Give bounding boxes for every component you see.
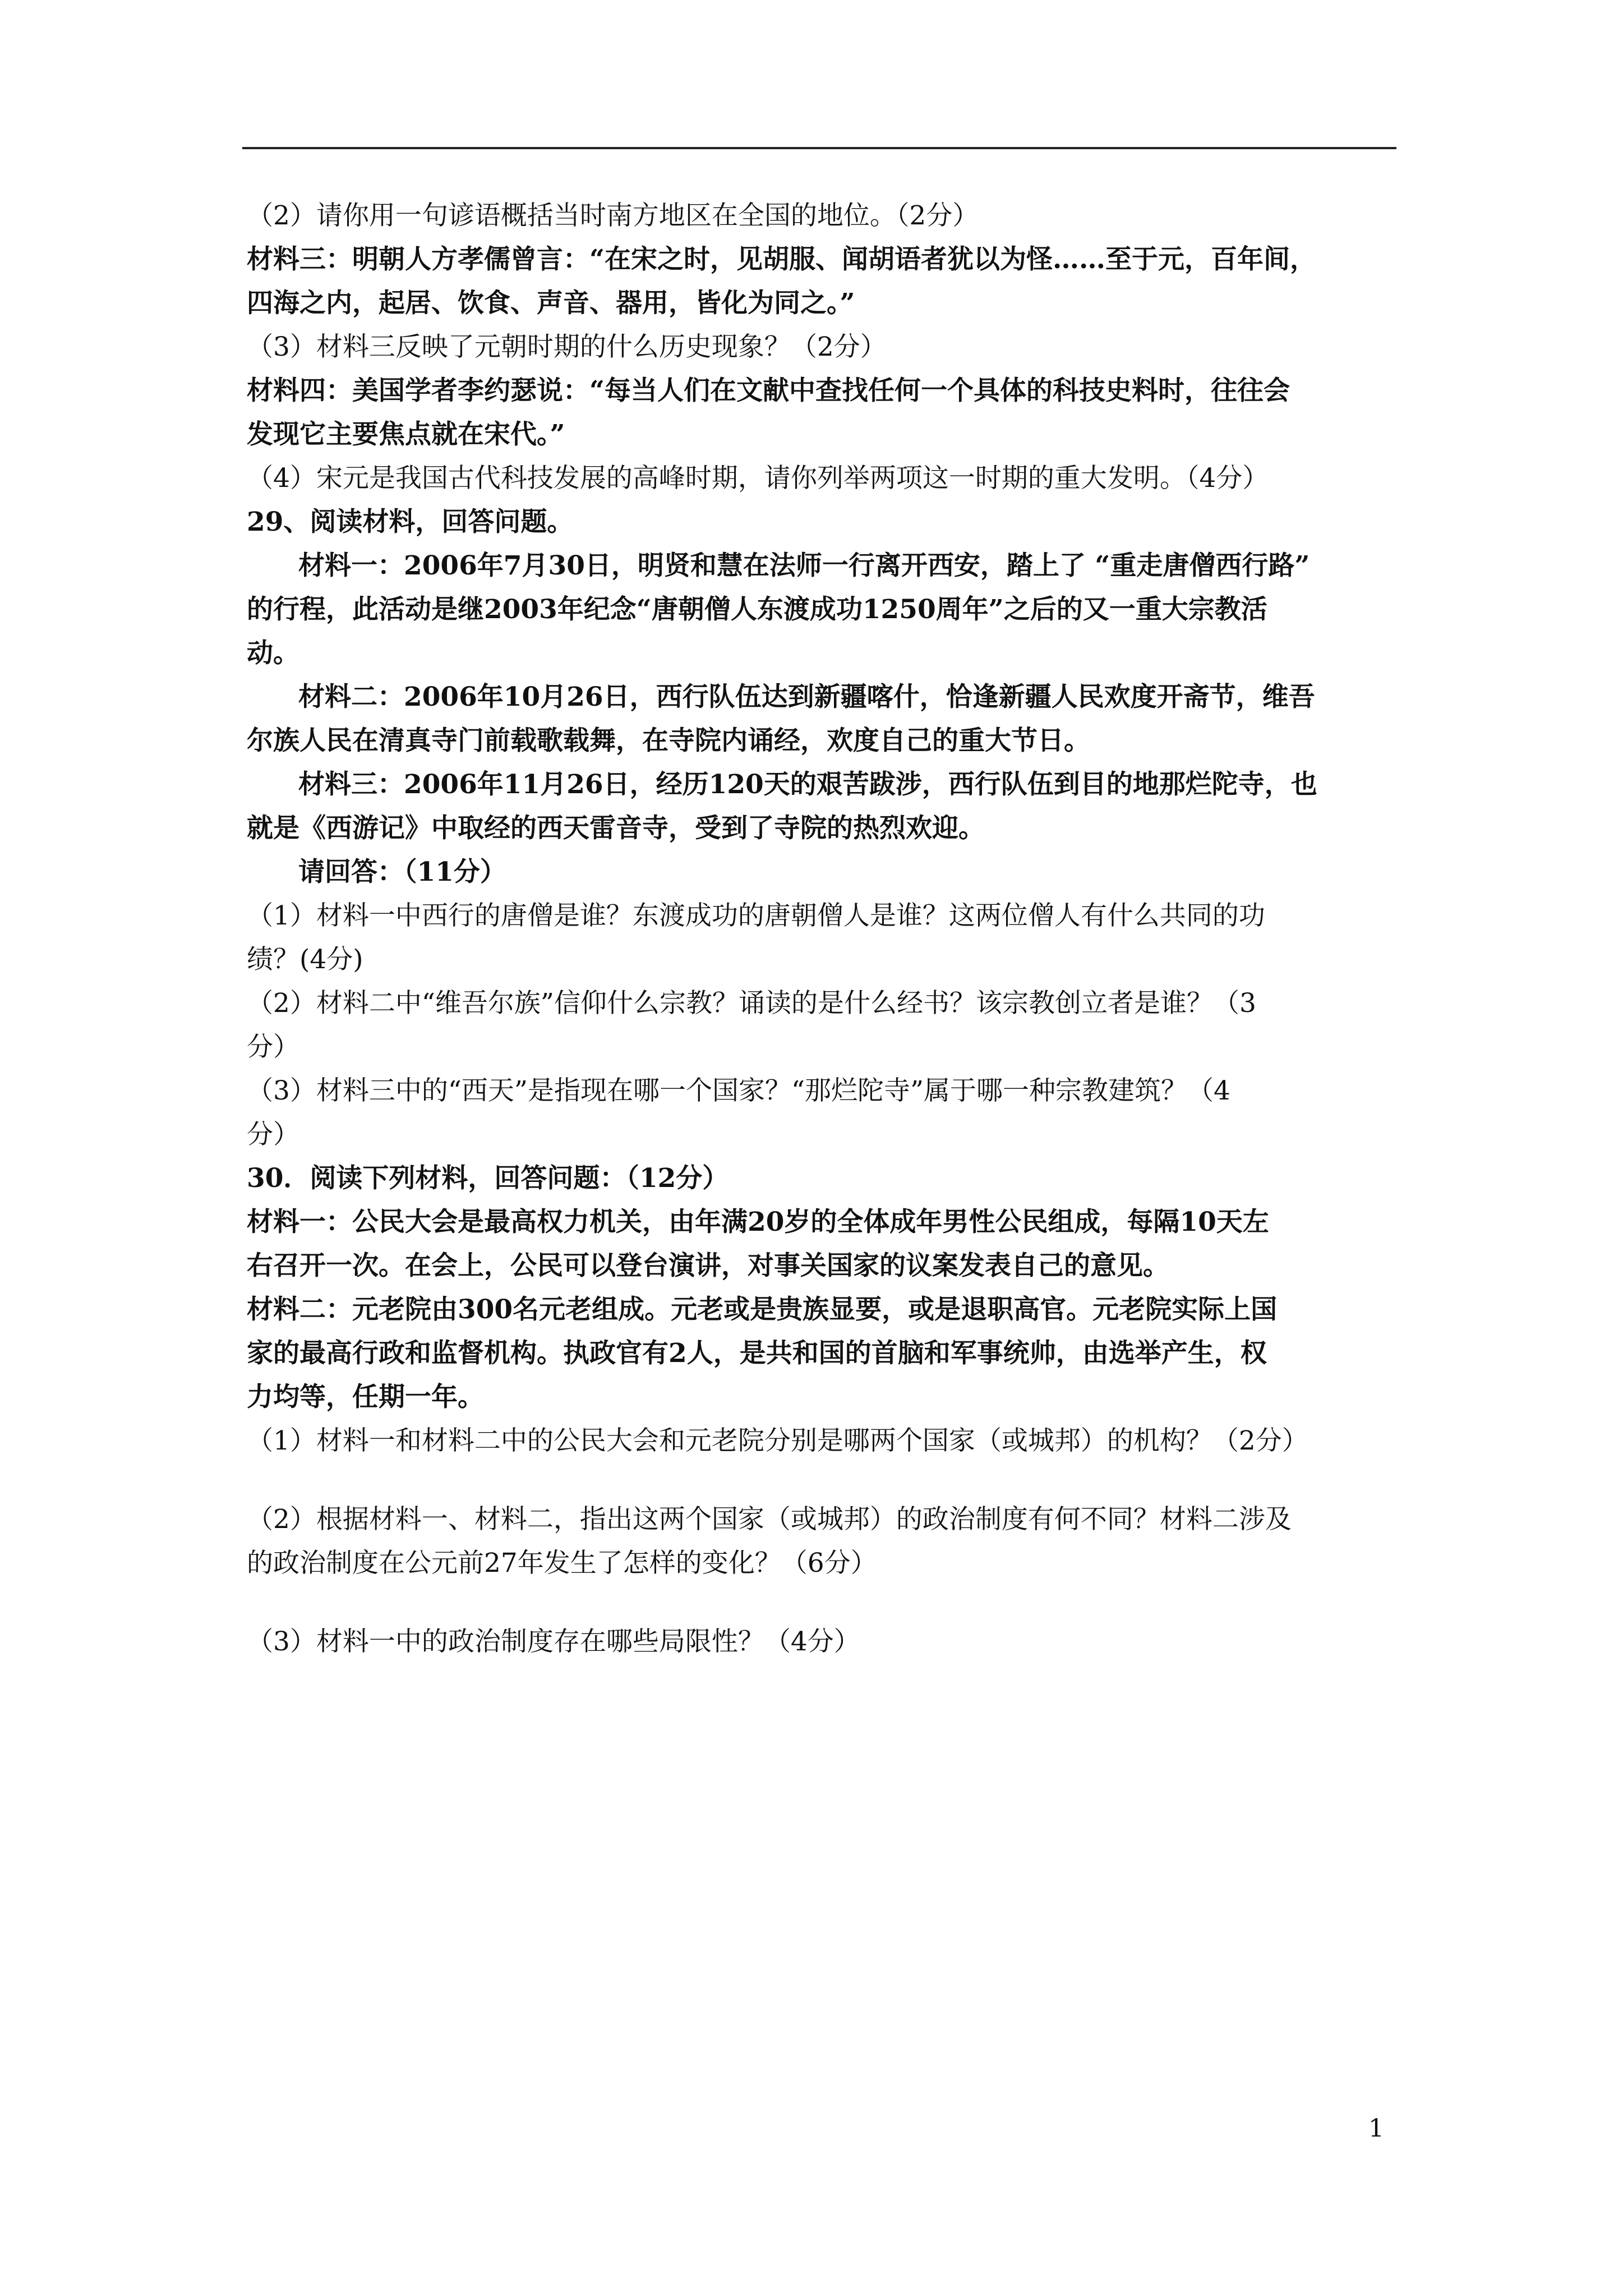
question-28-part-4: （4）宋元是我国古代科技发展的高峰时期，请你列举两项这一时期的重大发明。（4分） [247,463,1269,494]
material-3-line-1: 材料三：明朝人方孝儒曾言：“在宋之时，见胡服、闻胡语者犹以为怪……至于元，百年间， [247,244,1317,275]
q30-part-2-line-2: 的政治制度在公元前27年发生了怎样的变化？（6分） [247,1548,877,1579]
q29-part-3-line-1: （3）材料三中的“西天”是指现在哪一个国家？“那烂陀寺”属于哪一种宗教建筑？（4 [247,1075,1230,1106]
q29-material-1-line-2: 的行程，此活动是继2003年纪念“唐朝僧人东渡成功1250周年”之后的又一重大宗教活 [247,594,1267,625]
q29-part-1-line-2: 绩？(4分) [247,944,363,975]
q29-part-1-line-1: （1）材料一中西行的唐僧是谁？东渡成功的唐朝僧人是谁？这两位僧人有什么共同的功 [247,900,1265,931]
q30-material-2-line-2: 家的最高行政和监督机构。执政官有2人，是共和国的首脑和军事统帅，由选举产生，权 [247,1338,1267,1369]
q29-material-1-line-3: 动。 [247,638,299,669]
q30-material-2-line-3: 力均等，任期一年。 [247,1382,484,1412]
question-30-heading: 30．阅读下列材料，回答问题：（12分） [247,1163,729,1194]
material-3-line-2: 四海之内，起居、饮食、声音、器用，皆化为同之。” [247,288,855,319]
material-4-line-2: 发现它主要焦点就在宋代。” [247,419,565,450]
q29-material-3-line-1: 材料三：2006年11月26日，经历120天的艰苦跋涉，西行队伍到目的地那烂陀寺，也 [298,769,1317,800]
q29-part-2-line-2: 分） [247,1032,299,1062]
q29-material-1-line-1: 材料一：2006年7月30日，明贤和慧在法师一行离开西安，踏上了 “重走唐僧西行路” [298,550,1310,581]
q30-material-2-line-1: 材料二：元老院由300名元老组成。元老或是贵族显要，或是退职高官。元老院实际上国 [247,1294,1278,1325]
q30-material-1-line-2: 右召开一次。在会上，公民可以登台演讲，对事关国家的议案发表自己的意见。 [247,1250,1169,1281]
question-29-heading: 29、阅读材料，回答问题。 [247,507,574,537]
question-28-part-2: （2）请你用一句谚语概括当时南方地区在全国的地位。（2分） [247,200,979,231]
q29-part-2-line-1: （2）材料二中“维吾尔族”信仰什么宗教？诵读的是什么经书？该宗教创立者是谁？（3 [247,988,1256,1019]
q30-part-3: （3）材料一中的政治制度存在哪些局限性？（4分） [247,1626,860,1657]
material-4-line-1: 材料四：美国学者李约瑟说：“每当人们在文献中查找任何一个具体的科技史料时，往往会 [247,375,1290,406]
q30-part-2-line-1: （2）根据材料一、材料二，指出这两个国家（或城邦）的政治制度有何不同？材料二涉及 [247,1504,1292,1535]
q29-material-2-line-1: 材料二：2006年10月26日，西行队伍达到新疆喀什，恰逢新疆人民欢度开斋节，维吾 [298,682,1315,712]
q29-material-2-line-2: 尔族人民在清真寺门前载歌载舞，在寺院内诵经，欢度自己的重大节日。 [247,725,1090,756]
question-28-part-3: （3）材料三反映了元朝时期的什么历史现象？（2分） [247,332,887,362]
header-rule [242,147,1396,149]
q30-part-1: （1）材料一和材料二中的公民大会和元老院分别是哪两个国家（或城邦）的机构？（2分） [247,1425,1308,1456]
q30-material-1-line-1: 材料一：公民大会是最高权力机关，由年满20岁的全体成年男性公民组成，每隔10天左 [247,1207,1269,1237]
page-number: 1 [1368,2114,1384,2143]
page-content [247,194,1396,1664]
q29-prompt: 请回答：（11分） [298,857,506,887]
q29-material-3-line-2: 就是《西游记》中取经的西天雷音寺，受到了寺院的热烈欢迎。 [247,813,985,844]
q29-part-3-line-2: 分） [247,1119,299,1150]
